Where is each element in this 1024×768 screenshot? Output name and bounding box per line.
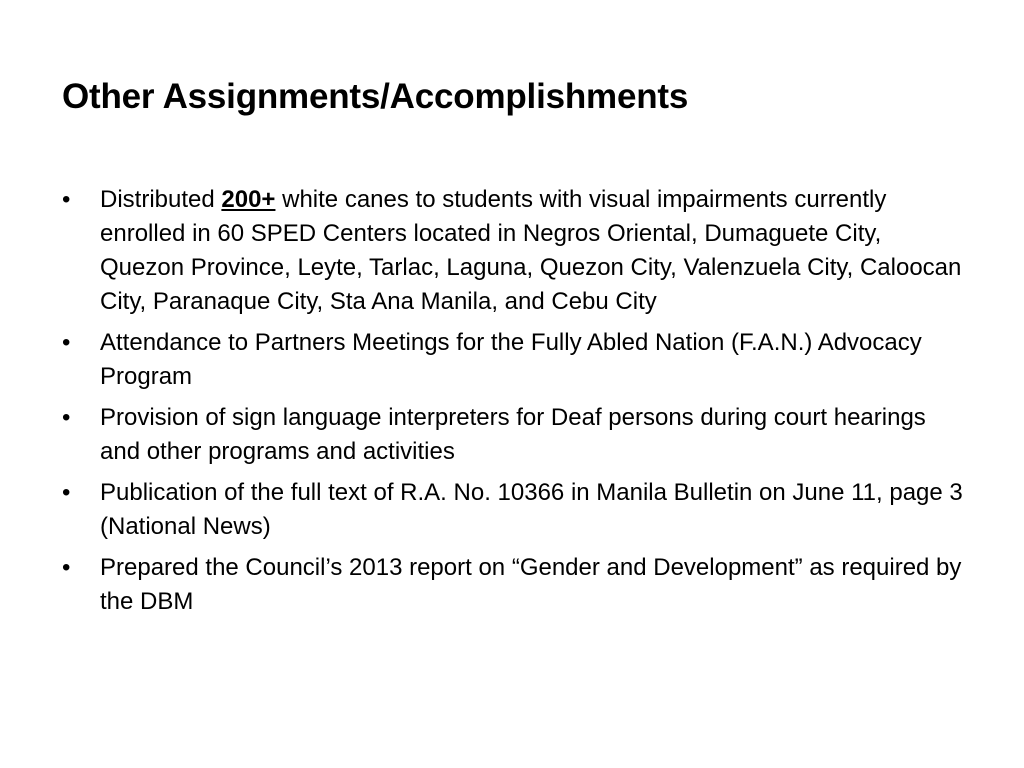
list-item (60, 551, 970, 619)
bullet-text: Attendance to Partners Meetings for the Fully Abled Nation (F.A.N.) Advocacy Program (100, 329, 922, 390)
bullet-dot-icon: • (62, 479, 71, 506)
bullet-text: Publication of the full text of R.A. No. 10366 in Manila Bulletin on June 11, page 3 (National News) (100, 479, 963, 540)
bullet-text: Prepared the Council’s 2013 report on “Gender and Development” as required by the DBM (100, 554, 962, 615)
bullet-dot-icon: • (62, 186, 71, 213)
bullet-dot-icon: • (62, 329, 71, 356)
bullet-dot-icon: • (62, 404, 71, 431)
bullet-text: Provision of sign language interpreters for Deaf persons during court hearings and other programs and activities (100, 404, 926, 465)
list-item (60, 183, 970, 319)
bullet-text (100, 186, 961, 315)
bullet-text-prefix: Distributed (100, 186, 222, 213)
bullet-list (60, 183, 970, 626)
list-item (60, 476, 970, 544)
bullet-text-suffix: white canes to students with visual impairments currently enrolled in 60 SPED Centers located in Negros Oriental, Dumaguete City, Quezon Province, Leyte, Tarlac, Laguna, Quezon City, Valenzuela City, Caloocan City, Paranaque City, Sta Ana Manila, and Cebu City (100, 186, 962, 315)
bullet-dot-icon: • (62, 554, 71, 581)
list-item (60, 401, 970, 469)
slide-title: Other Assignments/Accomplishments (62, 77, 689, 116)
bullet-text-emphasis: 200+ (221, 186, 276, 213)
list-item (60, 326, 970, 394)
